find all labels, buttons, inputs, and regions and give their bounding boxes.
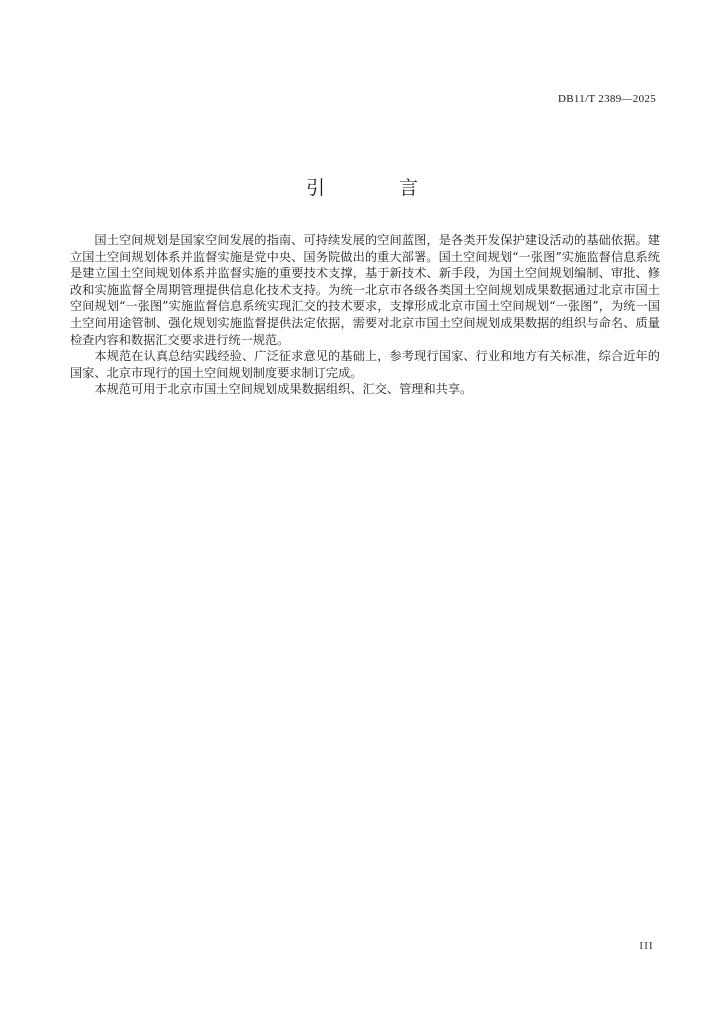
- paragraph: 本规范可用于北京市国土空间规划成果数据组织、汇交、管理和共享。: [94, 382, 473, 397]
- standard-code: DB11/T 2389—2025: [558, 93, 656, 105]
- page-number: III: [639, 941, 654, 952]
- introduction-body: [70, 232, 660, 398]
- paragraph: 本规范在认真总结实践经验、广泛征求意见的基础上，参考现行国家、行业和地方有关标准，综合近年的国家、北京市现行的国土空间规划制度要求制订完成。: [70, 349, 660, 380]
- paragraph: 国土空间规划是国家空间发展的指南、可持续发展的空间蓝图，是各类开发保护建设活动的基础依据。建立国土空间规划体系并监督实施是党中央、国务院做出的重大部署。国土空间规划“一张图”实施监督信息系统是建立国土空间规划体系并监督实施的重要技术支撑，基于新技术、新手段，为国土空间规划编制、审批、修改和实施监督全周期管理提供信息化技术支持。为统一北京市各级各类国土空间规划成果数据通过北京市国土空间规划“一张图”实施监督信息系统实现汇交的技术要求，支撑形成北京市国土空间规划“一张图”，为统一国土空间用途管制、强化规划实施监督提供法定依据，需要对北京市国土空间规划成果数据的组织与命名、质量检查内容和数据汇交要求进行统一规范。: [70, 233, 660, 347]
- page-title: 引 言: [305, 177, 453, 199]
